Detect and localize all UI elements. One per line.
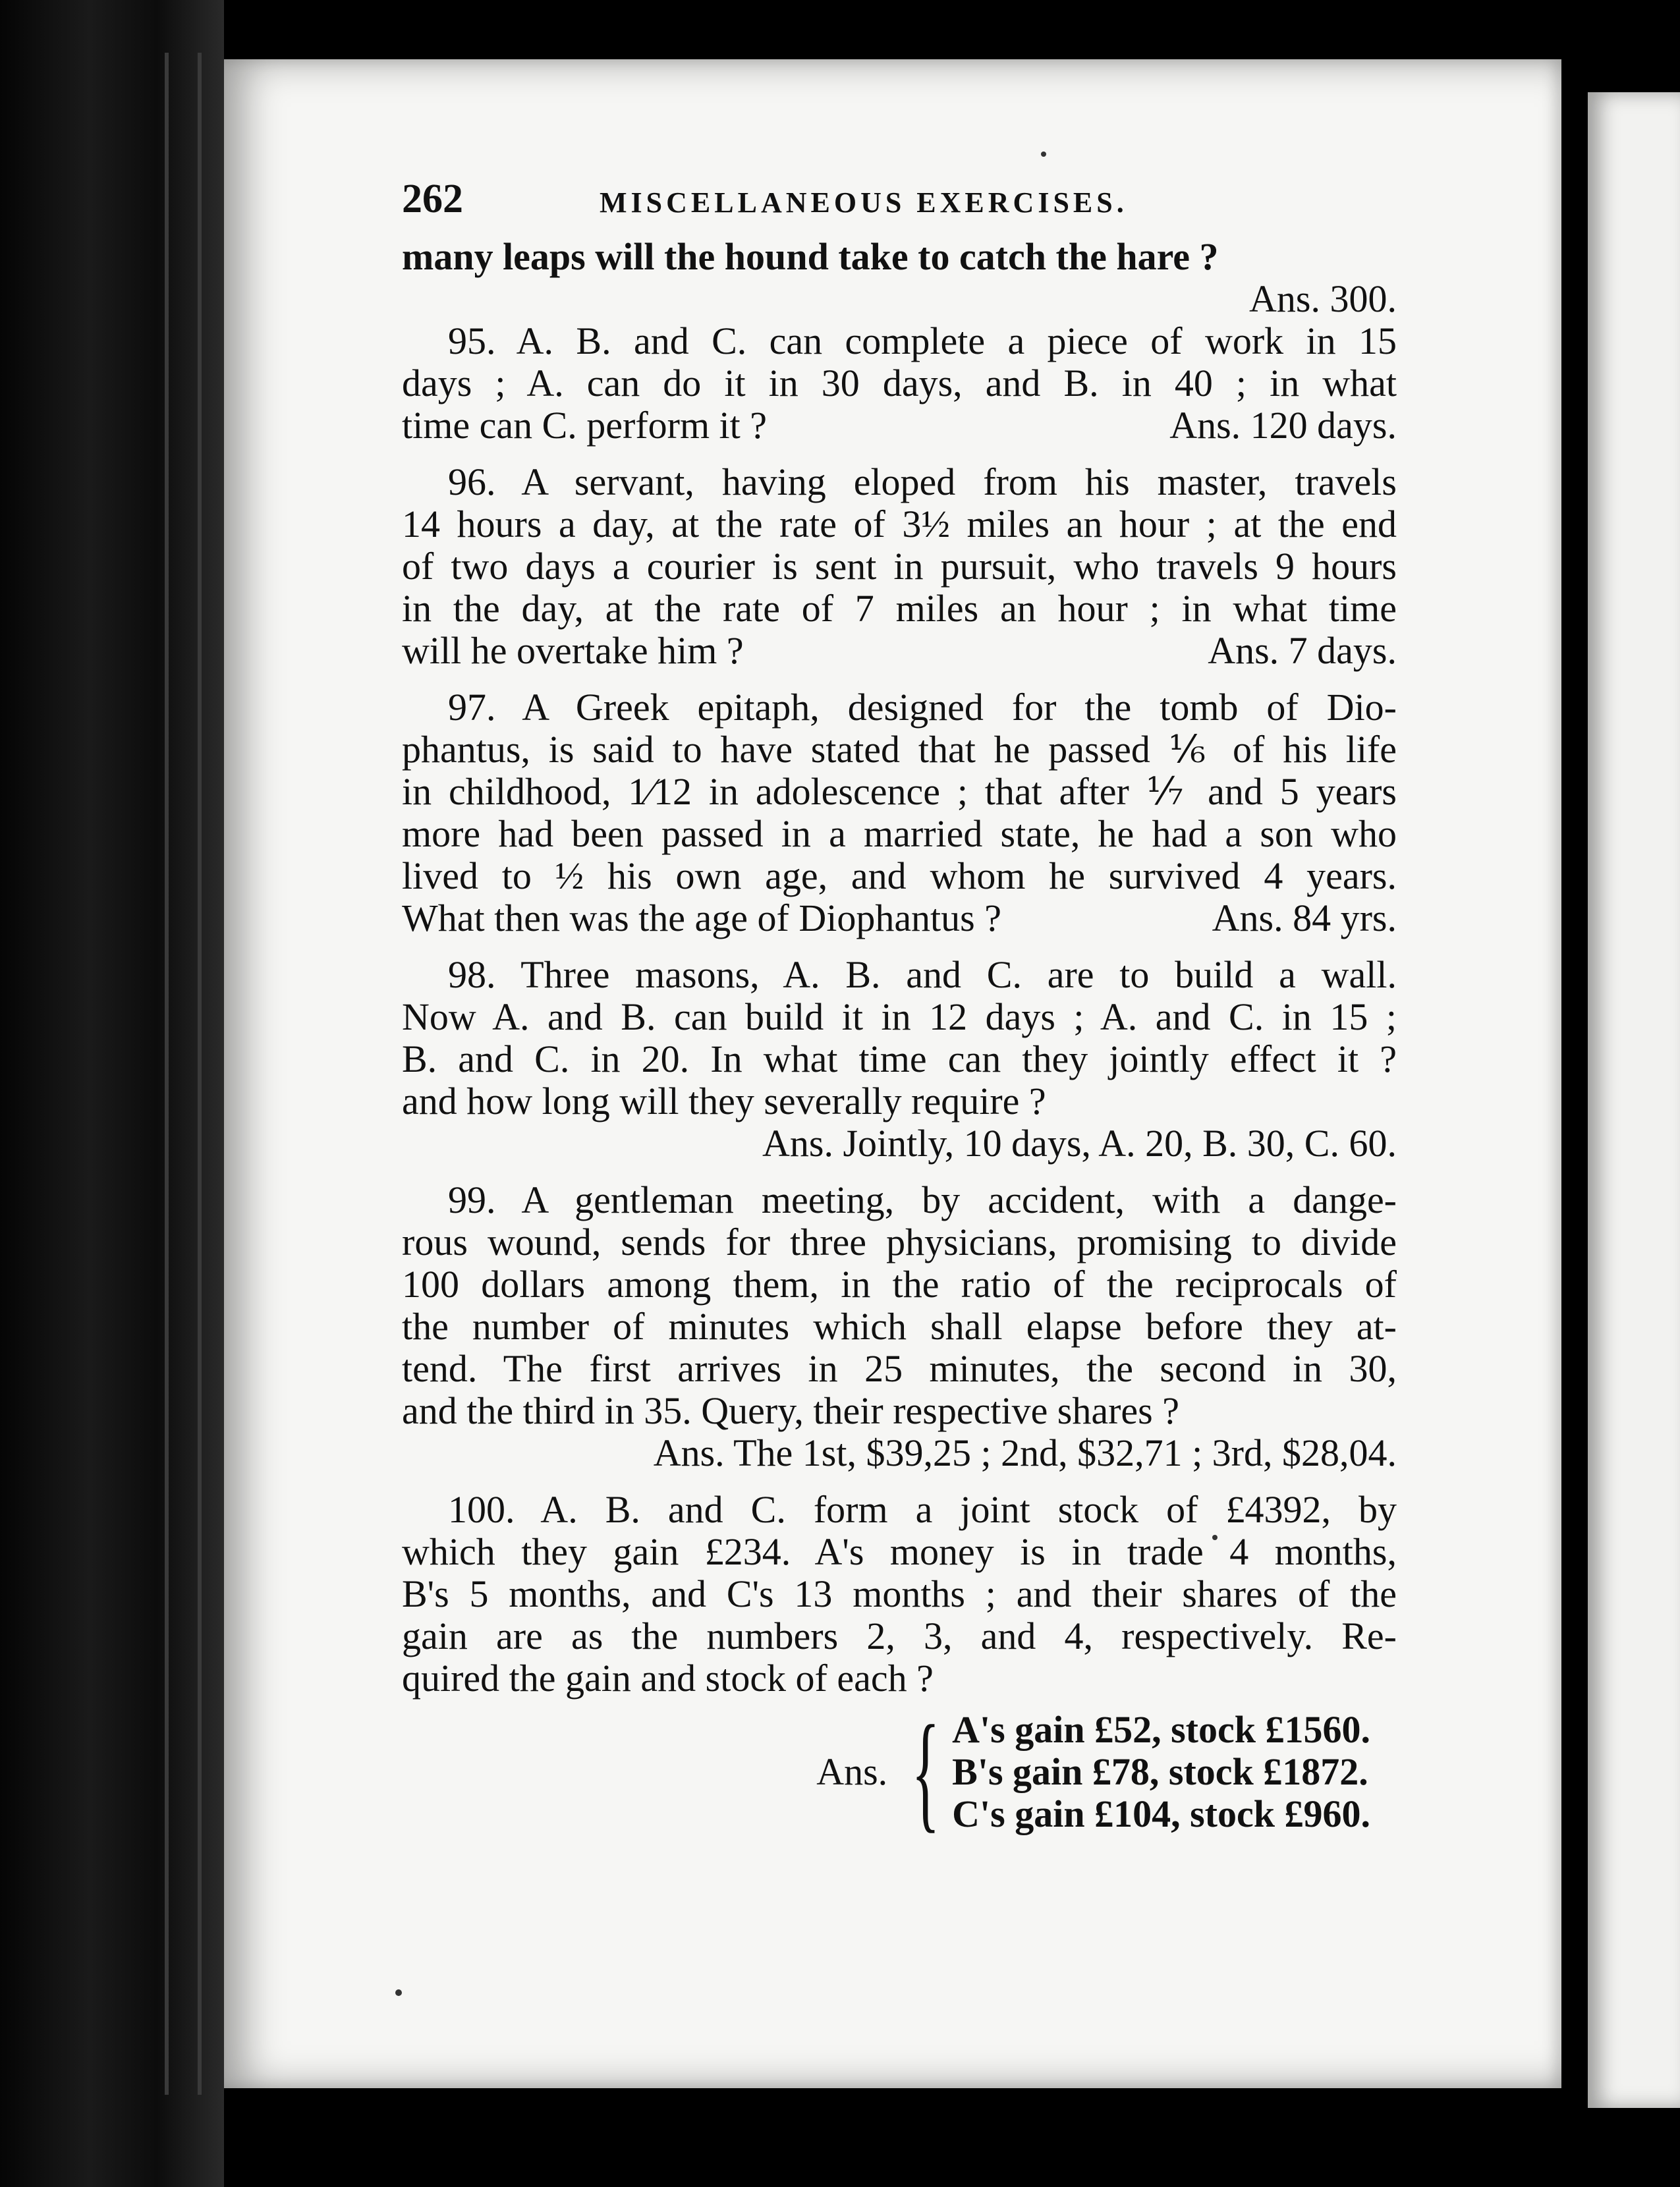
answer-lines <box>952 1709 1370 1835</box>
text-line: B. and C. in 20. In what time can they jointly effect it ? <box>402 1038 1397 1080</box>
text-line: 96. A servant, having eloped from his master, travels <box>448 460 1397 503</box>
left-brace-icon: { <box>911 1699 940 1844</box>
text-line: and how long will they severally require ? <box>402 1080 1046 1122</box>
text-line: time can C. perform it ? <box>402 404 768 447</box>
problem-97 <box>402 686 1397 939</box>
ink-speck <box>1041 152 1046 157</box>
problem-95 <box>402 320 1397 447</box>
page-header <box>402 178 1397 224</box>
page-content <box>402 177 1397 1844</box>
answer: Ans. 84 yrs. <box>1212 897 1397 939</box>
answer-line: A's gain £52, stock £1560. <box>952 1708 1370 1751</box>
text-line: 98. Three masons, A. B. and C. are to build a wall. <box>448 953 1397 996</box>
text-line: What then was the age of Diophantus ? <box>402 897 1001 939</box>
ink-speck <box>395 1989 402 1996</box>
binding-edge <box>165 53 169 2095</box>
problem-96 <box>402 461 1397 672</box>
text-line: days ; A. can do it in 30 days, and B. in 40 ; in what <box>402 362 1397 404</box>
text-line: quired the gain and stock of each ? <box>402 1657 934 1700</box>
text-line: rous wound, sends for three physicians, promising to divide <box>402 1221 1397 1263</box>
answer-block <box>402 1699 1370 1844</box>
answer-row <box>402 630 1397 672</box>
text-line: will he overtake him ? <box>402 629 744 672</box>
text-line: 100 dollars among them, in the ratio of the reciprocals of <box>402 1263 1397 1306</box>
page-number: 262 <box>402 177 463 221</box>
text-line: which they gain £234. A's money is in trade 4 months, <box>402 1530 1397 1573</box>
problem-94-end <box>402 236 1397 320</box>
problem-98 <box>402 954 1397 1165</box>
text-line: B's 5 months, and C's 13 months ; and their shares of the <box>402 1572 1397 1615</box>
text-line: in the day, at the rate of 7 miles an hour ; in what time <box>402 587 1397 630</box>
text-line: 14 hours a day, at the rate of 3½ miles an hour ; at the end <box>402 503 1397 545</box>
text-line: in childhood, 1⁄12 in adolescence ; that after ⅐ and 5 years <box>402 770 1397 813</box>
answer-line: B's gain £78, stock £1872. <box>952 1750 1368 1793</box>
text-line: of two days a courier is sent in pursuit, who travels 9 hours <box>402 545 1397 588</box>
running-head: MISCELLANEOUS EXERCISES. <box>600 186 1128 219</box>
text-line: the number of minutes which shall elapse before they at- <box>402 1305 1397 1348</box>
text-line: lived to ½ his own age, and whom he survived 4 years. <box>402 854 1397 897</box>
text-line: many leaps will the hound take to catch the hare ? <box>402 235 1219 278</box>
binding-edge <box>198 53 202 2095</box>
answer: Ans. 120 days. <box>1169 404 1397 447</box>
problem-100 <box>402 1488 1397 1844</box>
text-line: 99. A gentleman meeting, by accident, with a dange- <box>448 1178 1397 1221</box>
book-binding <box>0 0 224 2187</box>
problem-99 <box>402 1179 1397 1474</box>
text-line: 97. A Greek epitaph, designed for the tomb of Dio- <box>448 686 1397 729</box>
text-line: phantus, is said to have stated that he passed ⅙ of his life <box>402 728 1397 771</box>
answer: Ans. Jointly, 10 days, A. 20, B. 30, C. 60. <box>762 1122 1397 1165</box>
text-line: gain are as the numbers 2, 3, and 4, respectively. Re- <box>402 1615 1397 1657</box>
text-line: and the third in 35. Query, their respective shares ? <box>402 1389 1179 1432</box>
text-line: more had been passed in a married state, he had a son who <box>402 812 1397 855</box>
text-line: 100. A. B. and C. form a joint stock of £4392, by <box>448 1488 1397 1531</box>
answer-row <box>402 897 1397 939</box>
answer: Ans. The 1st, $39,25 ; 2nd, $32,71 ; 3rd, $28,04. <box>653 1431 1397 1474</box>
answer: Ans. 300. <box>1249 277 1397 320</box>
answer-row <box>402 404 1397 447</box>
answer-label: Ans. <box>816 1750 888 1793</box>
text-line: tend. The first arrives in 25 minutes, the second in 30, <box>402 1347 1397 1390</box>
next-page-edge <box>1588 92 1680 2108</box>
text-line: Now A. and B. can build it in 12 days ; A. and C. in 15 ; <box>402 995 1397 1038</box>
answer: Ans. 7 days. <box>1208 629 1397 672</box>
text-line: 95. A. B. and C. can complete a piece of work in 15 <box>448 319 1397 362</box>
book-page <box>224 59 1561 2088</box>
answer-line: C's gain £104, stock £960. <box>952 1792 1370 1835</box>
